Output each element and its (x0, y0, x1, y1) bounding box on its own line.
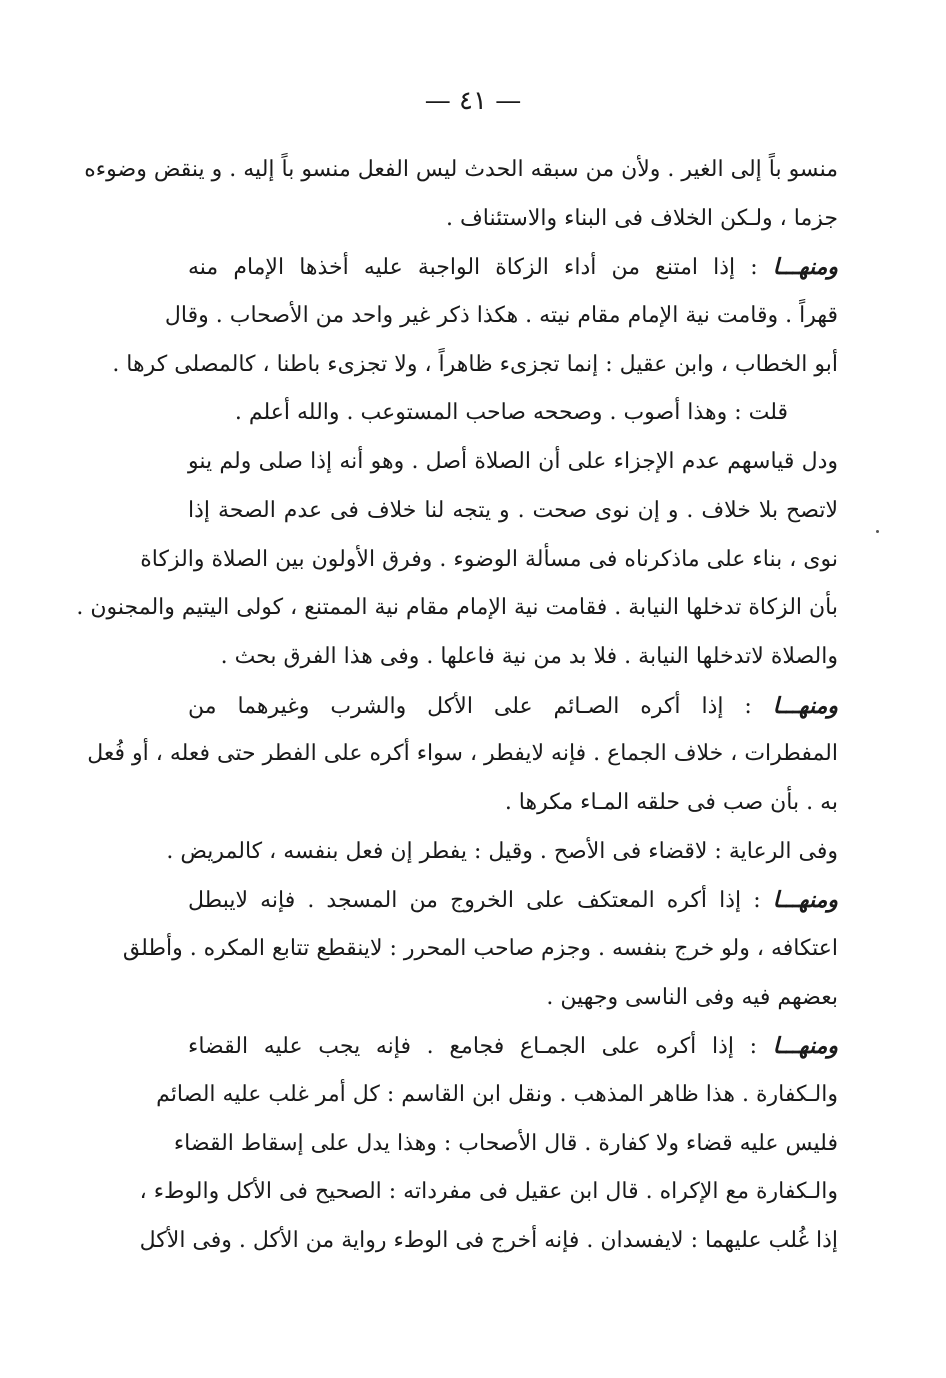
line-text: إذا غُلب عليهما : لايفسدان . فإنه أخرج فى الوطء رواية من الأكل . وفى الأكل (139, 1228, 838, 1254)
text-line (156, 1071, 838, 1120)
text-line (188, 389, 838, 438)
text-line (164, 292, 838, 341)
text-line (84, 146, 838, 195)
line-text: اعتكافه ، ولو خرج بنفسه . وجزم صاحب المحرر : لاينقطع تتابع المكره . وأطلق (122, 936, 838, 961)
page-number: — ٤١ — (424, 86, 522, 116)
line-text: وفى الرعاية : لاقضاء فى الأصح . وقيل : يفطر إن فعل بنفسه ، كالمريض . (166, 838, 838, 864)
text-line (188, 487, 838, 536)
text-line (188, 974, 838, 1023)
section-lead-word: ومنهـــا (772, 887, 838, 914)
text-line (188, 195, 838, 244)
text-line (140, 536, 838, 585)
text-line (112, 341, 838, 390)
line-text: منسو باً إلى الغير . ولأن من سبقه الحدث ليس الفعل منسو باً إليه . و ينقض وضوءه (84, 157, 838, 182)
line-text: به . بأن صب فى حلقه المـاء مكرها . (504, 789, 838, 815)
section-lead-word: ومنهـــا (772, 1033, 838, 1060)
text-line (122, 925, 838, 974)
line-text: : إذا أكره على الجمـاع فجامع . فإنه يجب عليه القضاء (188, 1034, 773, 1060)
line-text: قهراً . وقامت نية الإمام مقام نيته . هكذا ذكر غير واحد من الأصحاب . وقال (164, 303, 838, 329)
line-text: لاتصح بلا خلاف . و إن نوى صحت . و يتجه لنا خلاف فى عدم الصحة إذا (188, 497, 838, 523)
line-text: المفطرات ، خلاف الجماع . فإنه لايفطر ، سواء أكره على الفطر حتى فعله ، أو فُعل (87, 741, 838, 767)
line-text: بأن الزكاة تدخلها النيابة . فقامت نية الإمام مقام نية الممتنع ، كولى اليتيم والمجنون . (76, 595, 838, 621)
line-text: ودل قياسهم عدم الإجزاء على أن الصلاة أصل . وهو أنه إذا صلى ولم ينو (188, 449, 838, 475)
line-text: : إذا أكره الصـائم على الأكل والشرب وغيرهما من (188, 693, 773, 719)
line-text: بعضهم فيه وفى الناسى وجهين . (546, 984, 838, 1010)
line-text: : إذا امتنع من أداء الزكاة الواجبة عليه أخذها الإمام منه (188, 255, 773, 281)
text-line (188, 682, 838, 731)
text-line (139, 1217, 838, 1266)
line-text: جزما ، ولـكن الخلاف فى البناء والاستئناف . (445, 205, 838, 231)
text-line (188, 633, 838, 682)
text-line (166, 828, 838, 877)
line-text: أبو الخطاب ، وابن عقيل : إنما تجزىء ظاهراً ، ولا تجزىء باطنا ، كالمصلى كرها . (112, 351, 838, 377)
line-text: فليس عليه قضاء ولا كفارة . قال الأصحاب : وهذا يدل على إسقاط القضاء (173, 1130, 838, 1156)
text-line (173, 1120, 838, 1169)
line-text: والـكفارة مع الإكراه . قال ابن عقيل فى مفرداته : الصحيح فى الأكل والوطء ، (139, 1179, 838, 1205)
section-lead-word: ومنهـــا (772, 254, 839, 281)
line-text: : إذا أكره المعتكف على الخروج من المسجد . فإنه لايبطل (188, 888, 773, 914)
section-lead-word: ومنهـــا (772, 692, 838, 719)
text-line (188, 779, 838, 828)
text-line (76, 584, 838, 633)
text-line (139, 1168, 838, 1217)
line-text: نوى ، بناء على ماذكرناه فى مسألة الوضوء . وفرق الأولون بين الصلاة والزكاة (140, 546, 838, 572)
line-text: والصلاة لاتدخلها النيابة . فلا بد من نية فاعلها . وفى هذا الفرق بحث . (220, 643, 838, 669)
text-line (188, 876, 838, 925)
text-line (87, 730, 838, 779)
margin-speck (876, 530, 879, 533)
line-text: قلت : وهذا أصوب . وصححه صاحب المستوعب . والله أعلم . (234, 400, 788, 426)
text-line (188, 1022, 838, 1071)
text-line (188, 243, 838, 292)
line-text: والـكفارة . هذا ظاهر المذهب . ونقل ابن القاسم : كل أمر غلب عليه الصائم (156, 1082, 838, 1108)
text-line (188, 438, 838, 487)
body-text (76, 146, 839, 1266)
